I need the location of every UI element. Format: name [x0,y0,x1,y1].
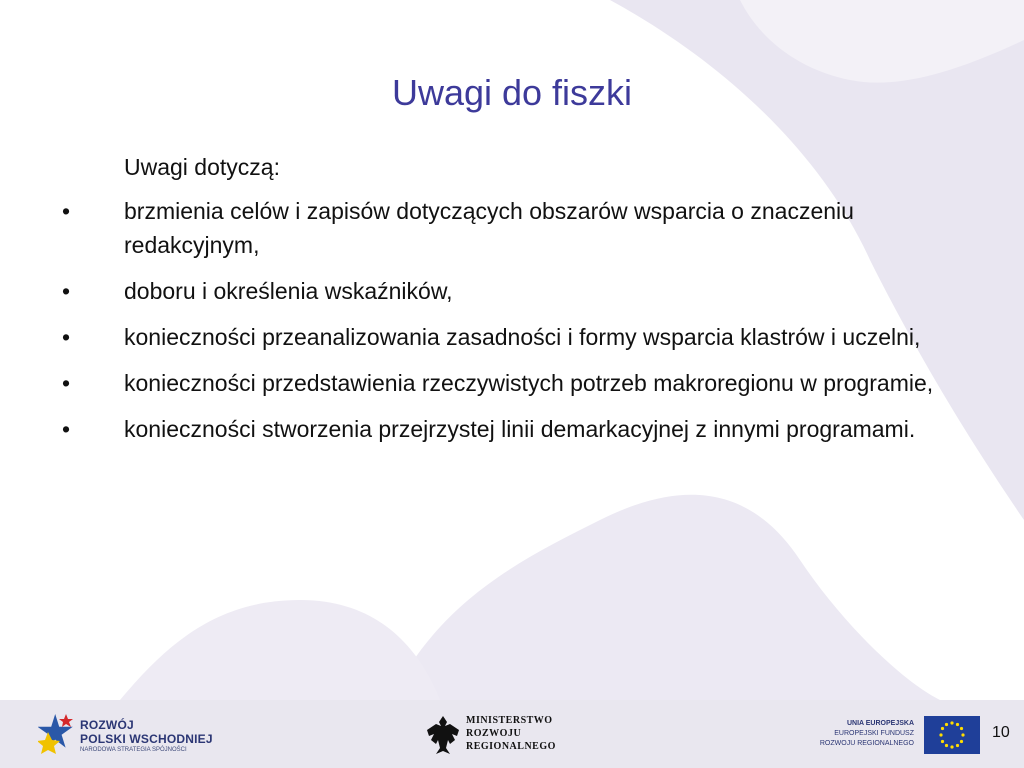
bullet-icon: • [62,370,71,396]
eagle-emblem-icon [424,714,462,758]
list-item [62,366,982,400]
list-item [62,194,982,262]
list-item-text: konieczności stworzenia przejrzystej linii demarkacyjnej z innymi programami. [124,416,916,442]
bullet-list [62,194,982,446]
list-item-text: konieczności przedstawienia rzeczywistych potrzeb makroregionu w programie, [124,370,934,396]
left-logo-line2: POLSKI WSCHODNIEJ [80,732,213,746]
ministry-logo [424,712,584,760]
intro-text: Uwagi dotyczą: [124,154,280,180]
list-item [62,320,982,354]
bullet-icon: • [62,416,71,442]
page-number: 10 [992,724,1010,741]
eu-line2: EUROPEJSKI FUNDUSZ [834,730,914,737]
rozwoj-polski-wschodniej-logo [38,710,238,762]
bullet-icon: • [62,198,71,224]
bullet-icon: • [62,324,71,350]
left-logo-line1: ROZWÓJ [80,718,134,732]
list-item-text: doboru i określenia wskaźników, [124,278,453,304]
list-item-text: konieczności przeanalizowania zasadności i formy wsparcia klastrów i uczelni, [124,324,921,350]
left-logo-line3: NARODOWA STRATEGIA SPÓJNOŚCI [80,747,187,753]
list-item [62,274,982,308]
eu-flag-icon [924,716,980,754]
slide-body [62,150,982,458]
ministry-line2: ROZWOJU [466,728,522,739]
ministry-line1: MINISTERSTWO [466,715,553,726]
list-item [62,412,982,446]
slide-title: Uwagi do fiszki [391,72,633,113]
bullet-icon: • [62,278,71,304]
eu-line1: UNIA EUROPEJSKA [846,720,914,727]
ministry-line3: REGIONALNEGO [466,741,556,752]
eu-line3: ROZWOJU REGIONALNEGO [819,740,914,747]
star-logo-icon [38,710,78,762]
eu-logo [808,716,988,756]
footer-band [0,700,1024,768]
list-item-text: brzmienia celów i zapisów dotyczących obszarów wsparcia o znaczeniu redakcyjnym, [124,198,854,258]
